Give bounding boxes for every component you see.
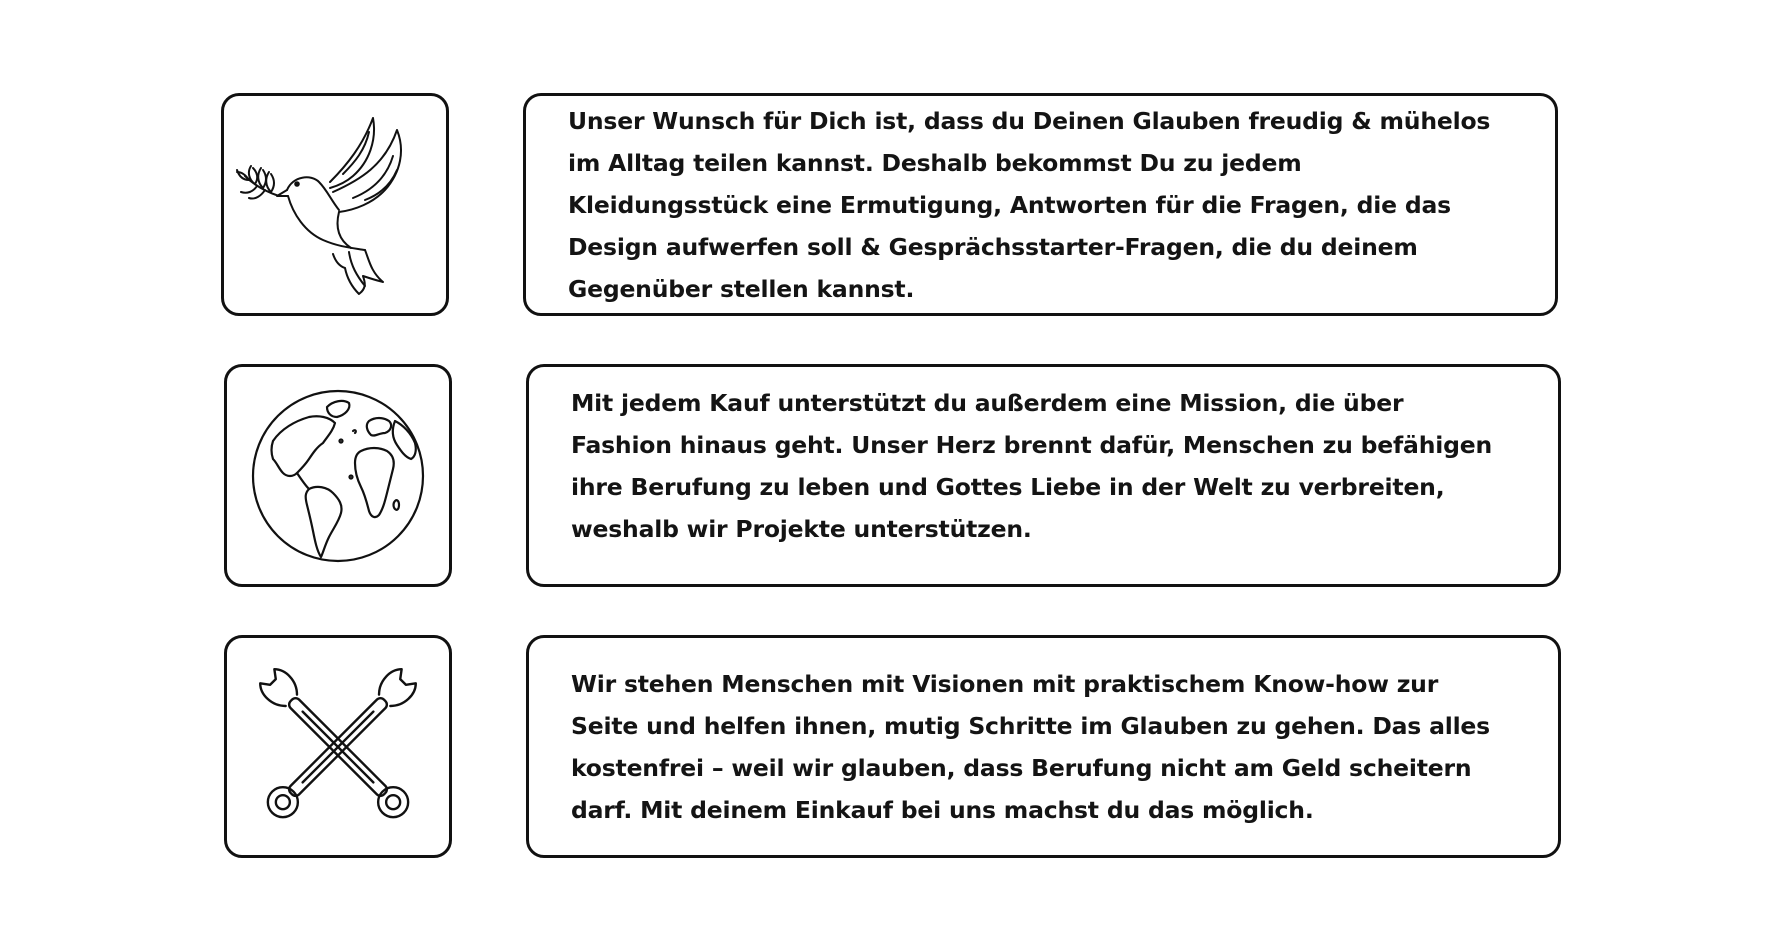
globe-icon <box>243 381 433 571</box>
globe-icon-box <box>224 364 452 587</box>
wrenches-icon-box <box>224 635 452 858</box>
info-card-globe <box>526 364 1561 587</box>
info-card-dove <box>523 93 1558 316</box>
info-card-wrenches <box>526 635 1561 858</box>
dove-with-olive-branch-icon <box>235 110 435 300</box>
info-text-dove: Unser Wunsch für Dich ist, dass du Deinen Glauben freudig & mühelos im Alltag teilen kannst. Deshalb bekommst Du zu jedem Kleidungsstück eine Ermutigung, Antworten für die Fragen, die das Design aufwerfen soll & Gesprächsstarter-Fragen, die du deinem Gegenüber stellen kannst. <box>568 106 1491 303</box>
info-text-wrenches: Wir stehen Menschen mit Visionen mit praktischem Know-how zur Seite und helfen ihnen, mutig Schritte im Glauben zu gehen. Das alles kostenfrei – weil wir glauben, dass Berufung nicht am Geld scheitern darf. Mit deinem Einkauf bei uns machst du das möglich. <box>571 669 1490 824</box>
info-text-globe: Mit jedem Kauf unterstützt du außerdem eine Mission, die über Fashion hinaus geht. Unser Herz brennt dafür, Menschen zu befähigen ihre Berufung zu leben und Gottes Liebe in der Welt zu verbreiten, weshalb wir Projekte unterstützen. <box>571 388 1492 543</box>
dove-icon-box <box>221 93 449 316</box>
crossed-wrenches-icon <box>248 667 428 827</box>
